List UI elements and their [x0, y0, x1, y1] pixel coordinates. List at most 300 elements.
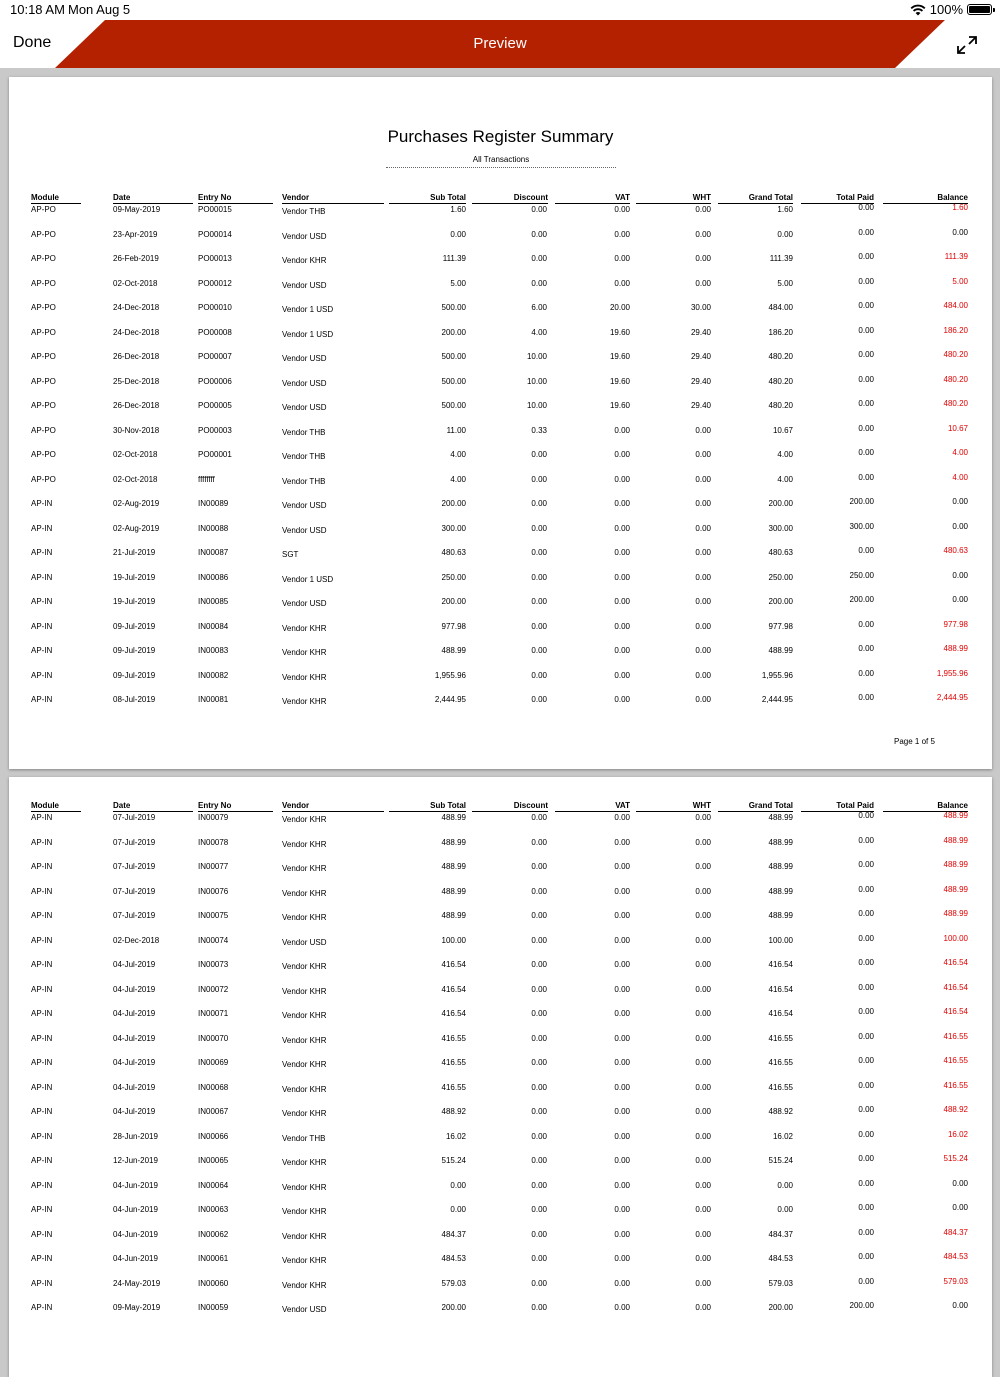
- cell-module: AP-IN: [31, 1033, 53, 1043]
- cell-grand: 0.00: [777, 1180, 793, 1190]
- table-row: [31, 1032, 971, 1057]
- cell-module: AP-IN: [31, 548, 53, 557]
- cell-entry: IN00083: [198, 646, 229, 655]
- table-row: [31, 595, 971, 620]
- cell-module: AP-PO: [31, 254, 56, 263]
- cell-disc: 0.00: [531, 1229, 547, 1239]
- cell-vat: 0.00: [614, 1131, 630, 1141]
- cell-vat: 0.00: [614, 1303, 630, 1312]
- column-header-wht: WHT: [636, 193, 711, 204]
- cell-wht: 0.00: [695, 474, 711, 484]
- cell-date: 02-Aug-2019: [113, 523, 160, 533]
- page-number: Page 1 of 5: [894, 737, 935, 746]
- cell-grand: 5.00: [777, 278, 793, 288]
- cell-module: AP-IN: [31, 1156, 53, 1165]
- cell-sub: 515.24: [441, 1156, 466, 1165]
- cell-date: 04-Jul-2019: [113, 1033, 156, 1043]
- cell-entry: IN00060: [198, 1278, 229, 1288]
- cell-vendor: Vendor KHR: [282, 1207, 327, 1216]
- cell-date: 04-Jul-2019: [113, 1107, 156, 1116]
- cell-vendor: Vendor KHR: [282, 1182, 327, 1192]
- cell-disc: 4.00: [531, 327, 547, 337]
- cell-vendor: Vendor USD: [282, 501, 327, 510]
- cell-date: 02-Oct-2018: [113, 278, 158, 288]
- cell-entry: PO00012: [198, 278, 232, 288]
- table-row: [31, 644, 971, 669]
- cell-module: AP-IN: [31, 1107, 53, 1116]
- cell-vendor: Vendor USD: [282, 403, 327, 412]
- cell-entry: IN00061: [198, 1254, 229, 1263]
- cell-vendor: Vendor THB: [282, 207, 326, 216]
- cell-vendor: Vendor KHR: [282, 1084, 327, 1094]
- cell-paid: 0.00: [858, 1129, 874, 1139]
- column-header-date: Date: [113, 801, 193, 812]
- cell-balance: 488.99: [943, 644, 968, 653]
- cell-sub: 250.00: [441, 572, 466, 582]
- cell-sub: 488.99: [441, 911, 466, 920]
- cell-grand: 515.24: [768, 1156, 793, 1165]
- cell-module: AP-PO: [31, 327, 56, 337]
- cell-module: AP-IN: [31, 572, 53, 582]
- cell-module: AP-PO: [31, 425, 56, 435]
- cell-paid: 0.00: [858, 1031, 874, 1041]
- cell-vat: 0.00: [614, 1254, 630, 1263]
- cell-date: 04-Jul-2019: [113, 1058, 156, 1067]
- cell-paid: 0.00: [858, 884, 874, 894]
- cell-grand: 488.99: [768, 813, 793, 822]
- cell-sub: 1,955.96: [434, 670, 466, 680]
- cell-date: 07-Jul-2019: [113, 813, 156, 822]
- cell-sub: 488.99: [441, 813, 466, 822]
- cell-vat: 20.00: [609, 303, 630, 312]
- cell-paid: 0.00: [858, 1056, 874, 1065]
- cell-date: 07-Jul-2019: [113, 886, 156, 896]
- cell-grand: 111.39: [769, 254, 793, 263]
- cell-paid: 200.00: [849, 595, 874, 604]
- cell-grand: 4.00: [777, 474, 793, 484]
- cell-grand: 0.00: [777, 1205, 793, 1214]
- table-row: [31, 252, 971, 277]
- cell-balance: 100.00: [943, 933, 968, 943]
- cell-sub: 0.00: [450, 1205, 466, 1214]
- cell-vendor: Vendor KHR: [282, 864, 327, 873]
- cell-sub: 4.00: [450, 474, 466, 484]
- table-row: [31, 375, 971, 400]
- cell-paid: 0.00: [858, 1178, 874, 1188]
- table-row: [31, 669, 971, 694]
- cell-entry: PO00014: [198, 229, 232, 239]
- cell-disc: 0.00: [531, 862, 547, 871]
- cell-wht: 30.00: [690, 303, 711, 312]
- cell-grand: 488.92: [768, 1107, 793, 1116]
- cell-wht: 0.00: [695, 523, 711, 533]
- cell-paid: 0.00: [858, 909, 874, 918]
- cell-disc: 0.00: [531, 984, 547, 994]
- report-subtitle: All Transactions: [386, 155, 616, 168]
- cell-entry: IN00073: [198, 960, 229, 969]
- cell-grand: 416.55: [768, 1058, 793, 1067]
- cell-disc: 0.00: [531, 474, 547, 484]
- cell-vendor: Vendor USD: [282, 354, 327, 363]
- cell-grand: 977.98: [768, 621, 793, 631]
- table-row: [31, 1105, 971, 1130]
- cell-sub: 200.00: [441, 1303, 466, 1312]
- cell-vat: 0.00: [614, 984, 630, 994]
- cell-disc: 0.00: [531, 837, 547, 847]
- cell-grand: 416.54: [768, 960, 793, 969]
- cell-vendor: Vendor THB: [282, 476, 326, 486]
- cell-date: 09-May-2019: [113, 1303, 161, 1312]
- cell-vendor: Vendor KHR: [282, 815, 327, 824]
- cell-paid: 0.00: [858, 252, 874, 261]
- cell-vendor: Vendor 1 USD: [282, 329, 334, 339]
- cell-grand: 488.99: [768, 862, 793, 871]
- cell-vendor: Vendor USD: [282, 378, 327, 388]
- cell-grand: 200.00: [768, 499, 793, 508]
- cell-date: 02-Oct-2018: [113, 450, 158, 459]
- table-row: [31, 1179, 971, 1204]
- cell-entry: IN00072: [198, 984, 229, 994]
- cell-module: AP-PO: [31, 303, 56, 312]
- cell-module: AP-IN: [31, 1009, 53, 1018]
- cell-entry: IN00066: [198, 1131, 229, 1141]
- cell-vendor: Vendor 1 USD: [282, 305, 334, 314]
- cell-module: AP-IN: [31, 1180, 53, 1190]
- cell-module: AP-IN: [31, 960, 53, 969]
- table-row: [31, 811, 971, 836]
- cell-disc: 0.00: [531, 597, 547, 606]
- cell-date: 24-Dec-2018: [113, 327, 160, 337]
- cell-sub: 16.02: [445, 1131, 466, 1141]
- cell-date: 24-May-2019: [113, 1278, 161, 1288]
- cell-vat: 0.00: [614, 450, 630, 459]
- cell-disc: 0.00: [531, 229, 547, 239]
- cell-vat: 0.00: [614, 670, 630, 680]
- cell-wht: 0.00: [695, 548, 711, 557]
- cell-vendor: Vendor KHR: [282, 913, 327, 922]
- cell-paid: 0.00: [858, 203, 874, 212]
- table-row: [31, 958, 971, 983]
- cell-module: AP-IN: [31, 886, 53, 896]
- cell-sub: 416.54: [441, 1009, 466, 1018]
- table-row: [31, 1228, 971, 1253]
- cell-date: 26-Feb-2019: [113, 254, 159, 263]
- cell-grand: 480.20: [768, 401, 793, 410]
- cell-disc: 10.00: [526, 401, 547, 410]
- cell-balance: 0.00: [952, 1178, 968, 1188]
- column-header-vendor: Vendor: [282, 801, 384, 812]
- table-row: [31, 1056, 971, 1081]
- nav-bar: [0, 20, 1000, 68]
- column-header-grand-total: Grand Total: [718, 801, 793, 812]
- expand-icon[interactable]: [956, 35, 978, 55]
- table-row: [31, 909, 971, 934]
- cell-module: AP-IN: [31, 862, 53, 871]
- table-row: [31, 983, 971, 1008]
- cell-date: 07-Jul-2019: [113, 911, 156, 920]
- status-right: [910, 2, 992, 17]
- cell-balance: 480.20: [943, 399, 968, 408]
- cell-wht: 0.00: [695, 911, 711, 920]
- cell-paid: 0.00: [858, 933, 874, 943]
- cell-vendor: Vendor USD: [282, 937, 327, 947]
- done-button[interactable]: Done: [13, 34, 52, 51]
- cell-vendor: SGT: [282, 550, 299, 559]
- cell-entry: IN00070: [198, 1033, 229, 1043]
- cell-vat: 0.00: [614, 229, 630, 239]
- cell-wht: 29.40: [690, 327, 711, 337]
- cell-balance: 480.20: [943, 350, 968, 359]
- cell-paid: 0.00: [858, 448, 874, 457]
- table-row: [31, 228, 971, 253]
- cell-grand: 416.54: [768, 984, 793, 994]
- cell-date: 12-Jun-2019: [113, 1156, 158, 1165]
- cell-module: AP-IN: [31, 523, 53, 533]
- cell-paid: 0.00: [858, 1080, 874, 1090]
- cell-balance: 111.39: [944, 252, 968, 261]
- table-row: [31, 301, 971, 326]
- cell-entry: IN00085: [198, 597, 229, 606]
- column-header-sub-total: Sub Total: [389, 801, 466, 812]
- cell-date: 26-Dec-2018: [113, 352, 160, 361]
- cell-grand: 488.99: [768, 886, 793, 896]
- table-row: [31, 1007, 971, 1032]
- status-bar: [0, 0, 1000, 20]
- cell-vendor: Vendor USD: [282, 231, 327, 241]
- cell-paid: 0.00: [858, 693, 874, 702]
- table-row: [31, 546, 971, 571]
- cell-sub: 488.99: [441, 862, 466, 871]
- cell-grand: 416.54: [768, 1009, 793, 1018]
- cell-balance: 480.20: [943, 374, 968, 384]
- cell-wht: 0.00: [695, 205, 711, 214]
- cell-wht: 0.00: [695, 1303, 711, 1312]
- cell-grand: 416.55: [768, 1082, 793, 1092]
- cell-disc: 0.00: [531, 1278, 547, 1288]
- cell-disc: 0.00: [531, 670, 547, 680]
- table-row: [31, 1154, 971, 1179]
- cell-balance: 16.02: [947, 1129, 968, 1139]
- cell-grand: 200.00: [768, 597, 793, 606]
- column-header-grand-total: Grand Total: [718, 193, 793, 204]
- cell-vat: 0.00: [614, 886, 630, 896]
- cell-balance: 0.00: [952, 595, 968, 604]
- column-header-vendor: Vendor: [282, 193, 384, 204]
- cell-wht: 0.00: [695, 1278, 711, 1288]
- cell-entry: PO00007: [198, 352, 232, 361]
- cell-module: AP-IN: [31, 646, 53, 655]
- cell-sub: 2,444.95: [434, 695, 466, 704]
- cell-vat: 0.00: [614, 621, 630, 631]
- cell-balance: 488.92: [943, 1105, 968, 1114]
- column-header-balance: Balance: [883, 801, 968, 812]
- cell-grand: 2,444.95: [761, 695, 793, 704]
- cell-balance: 488.99: [943, 860, 968, 869]
- cell-disc: 0.00: [531, 813, 547, 822]
- cell-paid: 0.00: [858, 1252, 874, 1261]
- column-header-balance: Balance: [883, 193, 968, 204]
- cell-vat: 0.00: [614, 813, 630, 822]
- cell-disc: 0.00: [531, 572, 547, 582]
- cell-vat: 0.00: [614, 425, 630, 435]
- cell-sub: 100.00: [441, 935, 466, 945]
- cell-module: AP-PO: [31, 229, 56, 239]
- cell-balance: 488.99: [943, 811, 968, 820]
- cell-balance: 10.67: [947, 423, 968, 433]
- cell-wht: 0.00: [695, 670, 711, 680]
- cell-disc: 0.00: [531, 450, 547, 459]
- cell-vat: 0.00: [614, 1229, 630, 1239]
- cell-vat: 0.00: [614, 837, 630, 847]
- cell-sub: 416.55: [441, 1058, 466, 1067]
- cell-date: 02-Oct-2018: [113, 474, 158, 484]
- cell-module: AP-IN: [31, 935, 53, 945]
- cell-vat: 0.00: [614, 572, 630, 582]
- cell-paid: 0.00: [858, 399, 874, 408]
- column-header-vat: VAT: [555, 801, 630, 812]
- table-row: [31, 203, 971, 228]
- cell-vat: 0.00: [614, 1058, 630, 1067]
- cell-sub: 488.92: [441, 1107, 466, 1116]
- cell-balance: 0.00: [952, 227, 968, 237]
- cell-disc: 0.00: [531, 523, 547, 533]
- cell-vat: 0.00: [614, 499, 630, 508]
- table-row: [31, 424, 971, 449]
- cell-grand: 484.53: [768, 1254, 793, 1263]
- cell-paid: 0.00: [858, 619, 874, 629]
- cell-paid: 0.00: [858, 1227, 874, 1237]
- cell-module: AP-PO: [31, 401, 56, 410]
- cell-vat: 0.00: [614, 960, 630, 969]
- cell-vendor: Vendor KHR: [282, 623, 327, 633]
- cell-vendor: Vendor KHR: [282, 256, 327, 265]
- cell-paid: 0.00: [858, 301, 874, 310]
- cell-vat: 0.00: [614, 1082, 630, 1092]
- cell-wht: 0.00: [695, 935, 711, 945]
- cell-disc: 0.00: [531, 1180, 547, 1190]
- cell-disc: 0.00: [531, 548, 547, 557]
- table-row: [31, 497, 971, 522]
- cell-vendor: Vendor KHR: [282, 672, 327, 682]
- column-header-discount: Discount: [472, 801, 548, 812]
- cell-grand: 484.00: [768, 303, 793, 312]
- cell-sub: 416.54: [441, 960, 466, 969]
- cell-disc: 0.00: [531, 621, 547, 631]
- cell-paid: 0.00: [858, 1007, 874, 1016]
- cell-sub: 200.00: [441, 499, 466, 508]
- cell-disc: 0.00: [531, 205, 547, 214]
- cell-date: 04-Jul-2019: [113, 960, 156, 969]
- cell-entry: IN00086: [198, 572, 229, 582]
- battery-icon: [967, 4, 992, 15]
- cell-entry: ffffffff: [198, 474, 215, 484]
- cell-module: AP-IN: [31, 837, 53, 847]
- cell-disc: 0.00: [531, 254, 547, 263]
- cell-sub: 488.99: [441, 886, 466, 896]
- table-header: [31, 193, 971, 203]
- cell-date: 21-Jul-2019: [113, 548, 156, 557]
- cell-date: 04-Jun-2019: [113, 1229, 158, 1239]
- cell-grand: 300.00: [768, 523, 793, 533]
- cell-vendor: Vendor KHR: [282, 1035, 327, 1045]
- column-header-total-paid: Total Paid: [801, 193, 874, 204]
- table-row: [31, 1130, 971, 1155]
- battery-percent: 100%: [929, 2, 963, 17]
- cell-date: 30-Nov-2018: [113, 425, 160, 435]
- report-table: [31, 801, 971, 1326]
- cell-wht: 0.00: [695, 1058, 711, 1067]
- cell-paid: 0.00: [858, 374, 874, 384]
- table-row: [31, 277, 971, 302]
- table-header: [31, 801, 971, 811]
- cell-balance: 5.00: [952, 276, 968, 286]
- cell-disc: 0.00: [531, 278, 547, 288]
- cell-entry: IN00076: [198, 886, 229, 896]
- cell-paid: 0.00: [858, 472, 874, 482]
- cell-sub: 488.99: [441, 646, 466, 655]
- column-header-sub-total: Sub Total: [389, 193, 466, 204]
- cell-disc: 0.00: [531, 1009, 547, 1018]
- report-page-2[interactable]: [9, 777, 992, 1377]
- cell-entry: IN00068: [198, 1082, 229, 1092]
- table-row: [31, 1081, 971, 1106]
- cell-vendor: Vendor KHR: [282, 1256, 327, 1265]
- table-row: [31, 448, 971, 473]
- cell-entry: PO00015: [198, 205, 232, 214]
- cell-balance: 515.24: [943, 1154, 968, 1163]
- cell-date: 19-Jul-2019: [113, 572, 156, 582]
- table-row: [31, 1203, 971, 1228]
- cell-vendor: Vendor KHR: [282, 1011, 327, 1020]
- table-row: [31, 326, 971, 351]
- wifi-icon: [910, 4, 926, 16]
- cell-wht: 0.00: [695, 695, 711, 704]
- cell-entry: IN00059: [198, 1303, 229, 1312]
- cell-entry: IN00063: [198, 1205, 229, 1214]
- cell-vendor: Vendor KHR: [282, 1158, 327, 1167]
- cell-sub: 4.00: [450, 450, 466, 459]
- cell-module: AP-IN: [31, 813, 53, 822]
- cell-disc: 0.00: [531, 1082, 547, 1092]
- cell-date: 09-Jul-2019: [113, 670, 156, 680]
- cell-date: 04-Jul-2019: [113, 984, 156, 994]
- cell-grand: 0.00: [777, 229, 793, 239]
- report-page-1[interactable]: [9, 77, 992, 769]
- cell-grand: 488.99: [768, 911, 793, 920]
- cell-disc: 0.00: [531, 499, 547, 508]
- cell-paid: 0.00: [858, 423, 874, 433]
- cell-vat: 0.00: [614, 646, 630, 655]
- cell-module: AP-IN: [31, 499, 53, 508]
- cell-sub: 11.00: [446, 425, 466, 435]
- cell-date: 23-Apr-2019: [113, 229, 158, 239]
- cell-module: AP-IN: [31, 1205, 53, 1214]
- cell-wht: 0.00: [695, 1180, 711, 1190]
- cell-module: AP-IN: [31, 911, 53, 920]
- cell-wht: 0.00: [695, 646, 711, 655]
- cell-entry: IN00069: [198, 1058, 229, 1067]
- cell-grand: 480.20: [768, 376, 793, 386]
- table-row: [31, 350, 971, 375]
- cell-disc: 10.00: [526, 376, 547, 386]
- cell-entry: IN00077: [198, 862, 229, 871]
- cell-disc: 0.00: [531, 960, 547, 969]
- cell-wht: 0.00: [695, 254, 711, 263]
- cell-balance: 4.00: [952, 472, 968, 482]
- table-row: [31, 885, 971, 910]
- cell-date: 04-Jun-2019: [113, 1254, 158, 1263]
- cell-paid: 0.00: [858, 860, 874, 869]
